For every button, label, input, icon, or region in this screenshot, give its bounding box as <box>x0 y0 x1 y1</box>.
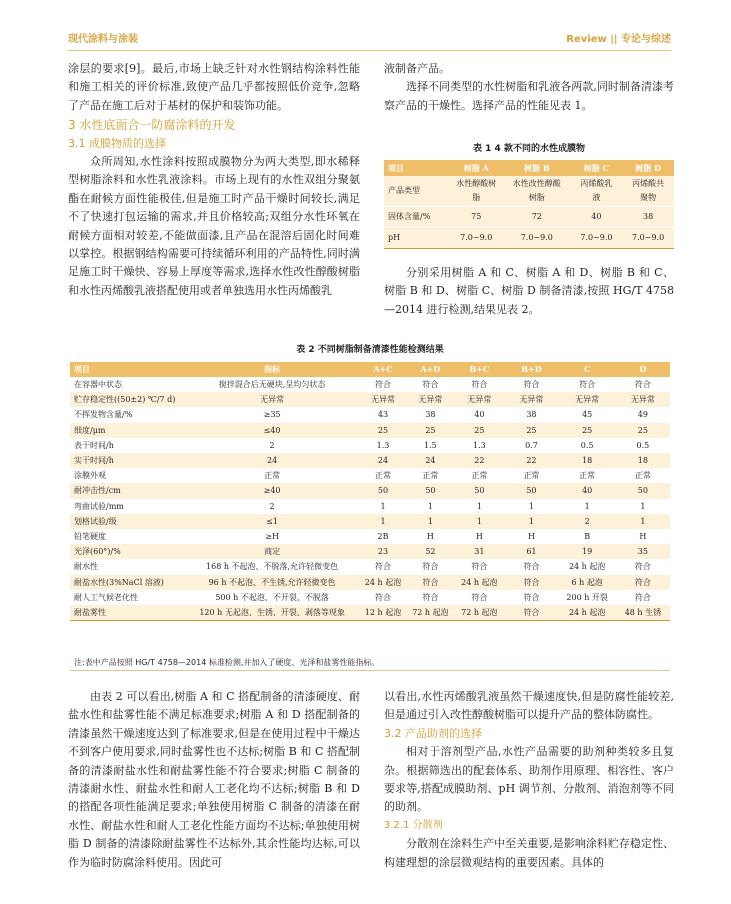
table-cell: 24 h 起泡 <box>360 575 407 590</box>
table-cell: 符合 <box>375 380 392 389</box>
table-cell: 19 <box>559 544 616 559</box>
paragraph: 众所周知,水性涂料按照成膜物分为两大类型,即水稀释型树脂涂料和水性乳液涂料。市场上现有的水性双组分聚氨酯在耐候方面性能极佳,但是施工时产品干燥时间较长,满足不了快速打包运输的需求,并且价格较高;双组分水性环氧在耐候方面相对较差,不能做面漆,且产品在混溶后固化时间难以掌控。根据钢结构需要可持续循环利用的产品特性,同时满足施工时干燥快、容易上厚度等需求,选择水性改性醇酸树脂和水性丙烯酸乳液搭配使用或者单独选用水性丙烯酸乳 <box>68 155 360 297</box>
table-cell: 正常 <box>264 471 281 481</box>
table-cell: 符合 <box>406 575 454 590</box>
table-cell: 正常 <box>422 471 439 481</box>
table-row <box>70 483 670 498</box>
table-cell: ≥H <box>265 532 279 542</box>
table-row <box>70 468 670 483</box>
table-cell: 72 h 起泡 <box>406 605 454 621</box>
table-cell: 符合 <box>471 562 488 572</box>
table-cell: 0.5 <box>580 440 594 450</box>
table-header-cell: C <box>559 362 616 377</box>
paragraph: 选择不同类型的水性树脂和乳液各两款,同时制备清漆考察产品的干燥性。选择产品的性能见表 1。 <box>384 80 674 112</box>
table-cell: 符合 <box>523 592 540 602</box>
table-cell: 18 <box>616 453 670 468</box>
table-cell: 40 <box>559 483 616 498</box>
table-cell: 40 <box>571 207 623 228</box>
table-cell: 120 h 无起泡、生锈、开裂、剥落等现象 <box>185 605 360 621</box>
table-cell: 产品类型 <box>384 176 449 207</box>
table-cell: 2 <box>269 440 275 450</box>
table-cell: 7.0~9.0 <box>449 228 503 249</box>
table-cell: 1 <box>476 501 482 511</box>
table-header-cell: 指标 <box>185 362 360 377</box>
table-cell: 23 <box>360 544 407 559</box>
table-cell: 2 <box>559 514 616 529</box>
table-cell: 商定 <box>185 544 360 559</box>
table-cell: 1 <box>504 514 558 529</box>
table-cell: 无异常 <box>559 392 616 407</box>
paragraph: 以看出,水性丙烯酸乳液虽然干燥速度快,但是防腐性能较差,但是通过引入改性醇酸树脂可以提升产品的整体防腐性。 <box>384 690 674 722</box>
table-cell: 正常 <box>471 471 488 481</box>
header-divider <box>68 50 671 51</box>
table-cell: 符合 <box>471 380 488 389</box>
table-cell: 25 <box>504 423 558 438</box>
table-header-cell: 项目 <box>384 160 449 176</box>
table-cell: 45 <box>582 410 593 420</box>
table-cell: 不挥发物含量/% <box>74 410 133 420</box>
table-cell: 符合 <box>504 605 558 621</box>
table-cell: 96 h 不起泡、不生锈,允许轻微变色 <box>185 575 360 590</box>
table-cell: 1 <box>454 514 504 529</box>
table-cell: 符合 <box>634 380 651 389</box>
table-cell: 49 <box>637 410 648 420</box>
table-header-row <box>384 160 674 176</box>
table2 <box>70 362 670 621</box>
right-column-mid <box>384 264 674 319</box>
table-cell: 2B <box>377 532 389 542</box>
table-cell: 75 <box>449 207 503 228</box>
table-cell: 搅拌混合后无硬块,呈均匀状态 <box>218 380 326 389</box>
table-cell: 无异常 <box>504 392 558 407</box>
table-cell: H <box>426 532 434 542</box>
table-cell: 水性醇酸树脂 <box>449 176 503 207</box>
table-cell: 正常 <box>579 471 596 481</box>
table-cell: 25 <box>454 423 504 438</box>
table-row <box>384 176 674 207</box>
table-cell: 18 <box>559 453 616 468</box>
table-cell: 22 <box>454 453 504 468</box>
paragraph: 分散剂在涂料生产中至关重要,是影响涂料贮存稳定性、构建理想的涂层微观结构的重要因素。具体的 <box>384 837 674 869</box>
table-cell: 6 h 起泡 <box>559 575 616 590</box>
table-row <box>70 377 670 392</box>
table-cell: 表干时间/h <box>74 440 114 450</box>
table-cell: 25 <box>559 423 616 438</box>
table-cell: 光泽(60°)/% <box>70 544 185 559</box>
table-cell: 7.0~9.0 <box>622 228 674 249</box>
table-cell: 符合 <box>634 592 651 602</box>
table-cell: 无异常 <box>454 392 504 407</box>
table-header-cell: A+D <box>406 362 454 377</box>
table2-note: 注:表中产品按照 HG/T 4758—2014 标准检测,并加入了硬度、光泽和盐雾性能指标。 <box>74 658 380 667</box>
subsection-heading: 3.2 产品助剂的选择 <box>384 726 482 740</box>
table-row <box>70 529 670 544</box>
right-column-bottom <box>384 688 674 872</box>
table-cell: 50 <box>616 483 670 498</box>
subsection-heading: 3.1 成膜物质的选择 <box>68 136 166 150</box>
table-cell: 22 <box>504 453 558 468</box>
table-cell: pH <box>384 228 449 249</box>
table-cell: 43 <box>377 410 389 420</box>
table-cell: 耐水性 <box>74 562 98 572</box>
table-cell: ≤40 <box>185 423 360 438</box>
table-row <box>384 228 674 249</box>
table-cell: 细度/μm <box>70 423 185 438</box>
table-cell: 1.5 <box>424 440 437 450</box>
table-cell: 正常 <box>634 471 651 481</box>
table-cell: 25 <box>616 423 670 438</box>
table-row <box>70 544 670 559</box>
table-cell: 52 <box>406 544 454 559</box>
table-cell: 1 <box>528 501 534 511</box>
table-cell: 在容器中状态 <box>74 380 122 389</box>
table-cell: 168 h 不起泡、不脱落,允许轻微变色 <box>206 562 339 572</box>
table-cell: 0.5 <box>636 440 650 450</box>
table-cell: 7.0~9.0 <box>571 228 623 249</box>
table-cell: 24 <box>360 453 407 468</box>
table-cell: 24 <box>406 453 454 468</box>
table-cell: 铅笔硬度 <box>74 532 106 542</box>
table-cell: H <box>639 532 647 542</box>
paragraph: 相对于溶剂型产品,水性产品需要的助剂种类较多且复杂。根据筛选出的配套体系、助剂作用原理、相容性、客户要求等,搭配成膜助剂、pH 调节剂、分散剂、消泡剂等不同的助剂。 <box>384 745 674 814</box>
table-cell: 无异常 <box>185 392 360 407</box>
table-cell: 无异常 <box>616 392 670 407</box>
table-cell: H <box>527 532 535 542</box>
table2-caption: 表 2 不同树脂制备清漆性能检测结果 <box>296 345 444 355</box>
table1-caption: 表 1 4 款不同的水性成膜物 <box>473 144 585 154</box>
table-cell: 符合 <box>422 562 439 572</box>
table-cell: 50 <box>360 483 407 498</box>
table-cell: 无异常 <box>360 392 407 407</box>
table-row <box>70 438 670 453</box>
table-cell: 耐冲击性/cm <box>70 483 185 498</box>
table-header-cell: 树脂 C <box>571 160 623 176</box>
table-cell: 符合 <box>523 562 540 572</box>
table-row <box>70 575 670 590</box>
section-label: Review || 专论与综述 <box>566 34 671 45</box>
table-row <box>70 514 670 529</box>
table-cell: 1 <box>406 514 454 529</box>
table-header-cell: 树脂 B <box>503 160 570 176</box>
right-column-top <box>384 60 674 115</box>
table-cell: 38 <box>622 207 674 228</box>
table-header-cell: 项目 <box>70 362 185 377</box>
table-cell: 符合 <box>504 575 558 590</box>
table-cell: 500 h 不起泡、不开裂、不脱落 <box>215 592 329 602</box>
table-cell: 符合 <box>375 562 392 572</box>
table-cell: 38 <box>526 410 537 420</box>
table-cell: 1 <box>616 514 670 529</box>
table-cell: 50 <box>406 483 454 498</box>
table-row <box>70 499 670 514</box>
table-cell: 200 h 开裂 <box>566 592 608 602</box>
table-cell: 7.0~9.0 <box>503 228 570 249</box>
journal-title: 现代涂料与涂装 <box>68 34 138 45</box>
table-cell: 24 h 起泡 <box>568 562 606 572</box>
table-cell: 符合 <box>422 592 439 602</box>
table-header-row <box>70 362 670 377</box>
table-cell: 实干时间/h <box>70 453 185 468</box>
table-cell: 25 <box>406 423 454 438</box>
table-cell: 符合 <box>634 562 651 572</box>
section-heading: 3 水性底面合一防腐涂料的开发 <box>68 118 236 133</box>
table-row <box>384 207 674 228</box>
table-cell: 符合 <box>471 592 488 602</box>
subsubsection-heading: 3.2.1 分散剂 <box>384 819 443 831</box>
table-cell: 划格试验/级 <box>70 514 185 529</box>
table-row <box>70 590 670 605</box>
table-cell: 丙烯酸乳液 <box>571 176 623 207</box>
table-cell: B <box>584 532 591 542</box>
table-cell: 50 <box>454 483 504 498</box>
table-cell: 1 <box>427 501 433 511</box>
left-column-bottom <box>68 688 360 872</box>
table-row <box>70 407 670 422</box>
table-cell: 1.3 <box>376 440 390 450</box>
table-header-cell: 树脂 A <box>449 160 503 176</box>
table-row <box>70 392 670 407</box>
table-cell: 1 <box>360 514 407 529</box>
table-cell: 24 <box>185 453 360 468</box>
table-cell: 耐盐雾性 <box>70 605 185 621</box>
table-cell: H <box>475 532 483 542</box>
table-cell: 符合 <box>523 380 540 389</box>
paragraph: 液制备产品。 <box>384 62 450 75</box>
table-row <box>70 559 670 574</box>
table-row <box>70 423 670 438</box>
table-cell: 符合 <box>375 592 392 602</box>
table-cell: 38 <box>425 410 436 420</box>
table-cell: 24 h 起泡 <box>559 605 616 621</box>
table-cell: 耐人工气候老化性 <box>74 592 138 602</box>
table-cell: 弯曲试验/mm <box>74 501 124 511</box>
paragraph: 由表 2 可以看出,树脂 A 和 C 搭配制备的清漆硬度、耐盐水性和盐雾性能不满足标准要求;树脂 A 和 D 搭配制备的清漆虽然干燥速度达到了标准要求,但是在使用过程中干燥达不到客户使用要求,同时盐雾性也不达标;树脂 B 和 C 搭配制备的清漆耐盐水性和耐盐雾性能不符合要求;树脂 C 制备的清漆耐水性、耐盐水性和耐人工老化均不达标;树脂 B 和 D 的搭配各项性能满足要求;单独使用树脂 C 制备的清漆在耐水性、耐盐水性和耐人工老化性能方面均不达标;单独使用树脂 D 制备的清漆除耐盐雾性不达标外,其余性能均达标,可以作为临时防腐涂料使用。因此可 <box>68 690 360 869</box>
table-cell: 12 h 起泡 <box>360 605 407 621</box>
table-cell: 72 h 起泡 <box>454 605 504 621</box>
table-cell: 无异常 <box>406 392 454 407</box>
table-cell: 72 <box>503 207 570 228</box>
table-header-cell: A+C <box>360 362 407 377</box>
table-header-cell: 树脂 D <box>622 160 674 176</box>
table-cell: 1 <box>640 501 646 511</box>
table-cell: 48 h 生锈 <box>616 605 670 621</box>
table-cell: 正常 <box>375 471 392 481</box>
table-cell: 1.3 <box>472 440 486 450</box>
table-cell: 25 <box>360 423 407 438</box>
table-cell: 贮存稳定性((50±2) ℃/7 d) <box>70 392 185 407</box>
table-cell: 24 h 起泡 <box>454 575 504 590</box>
left-column-top <box>68 60 360 300</box>
table-cell: 40 <box>474 410 485 420</box>
table-cell: 符合 <box>579 380 596 389</box>
table-cell: 固体含量/% <box>384 207 449 228</box>
table-header-cell: B+D <box>504 362 558 377</box>
table-header-cell: B+C <box>454 362 504 377</box>
table-cell: 35 <box>616 544 670 559</box>
table-cell: 2 <box>269 501 275 511</box>
table-cell: 61 <box>504 544 558 559</box>
table-cell: 耐盐水性(3%NaCl 溶液) <box>70 575 185 590</box>
table-cell: ≥40 <box>185 483 360 498</box>
table-cell: 丙烯酸共聚物 <box>622 176 674 207</box>
table-cell: 31 <box>454 544 504 559</box>
table-cell: 正常 <box>523 471 540 481</box>
table2-bottom-rule <box>70 670 670 671</box>
table-cell: 符合 <box>616 575 670 590</box>
table-cell: 符合 <box>422 380 439 389</box>
paragraph: 涂层的要求[9]。最后,市场上缺乏针对水性钢结构涂料性能和施工相关的评价标准,致使产品几乎都按照低价竞争,忽略了产品在施工后对于基材的保护和装饰功能。 <box>68 62 360 112</box>
table-cell: 1 <box>380 501 386 511</box>
table-header-cell: D <box>616 362 670 377</box>
table-cell: 1 <box>584 501 590 511</box>
table-cell: 水性改性醇酸树脂 <box>503 176 570 207</box>
table-row <box>70 453 670 468</box>
table-cell: ≤1 <box>185 514 360 529</box>
paragraph: 分别采用树脂 A 和 C、树脂 A 和 D、树脂 B 和 C、树脂 B 和 D、树脂 C、树脂 D 制备清漆,按照 HG/T 4758—2014 进行检测,结果见表 2。 <box>384 266 674 316</box>
table-cell: ≥35 <box>263 410 281 420</box>
table1 <box>384 160 674 249</box>
table-cell: 0.7 <box>525 440 538 450</box>
table-cell: 50 <box>504 483 558 498</box>
table-row <box>70 605 670 621</box>
table-cell: 涂膜外观 <box>74 471 106 481</box>
